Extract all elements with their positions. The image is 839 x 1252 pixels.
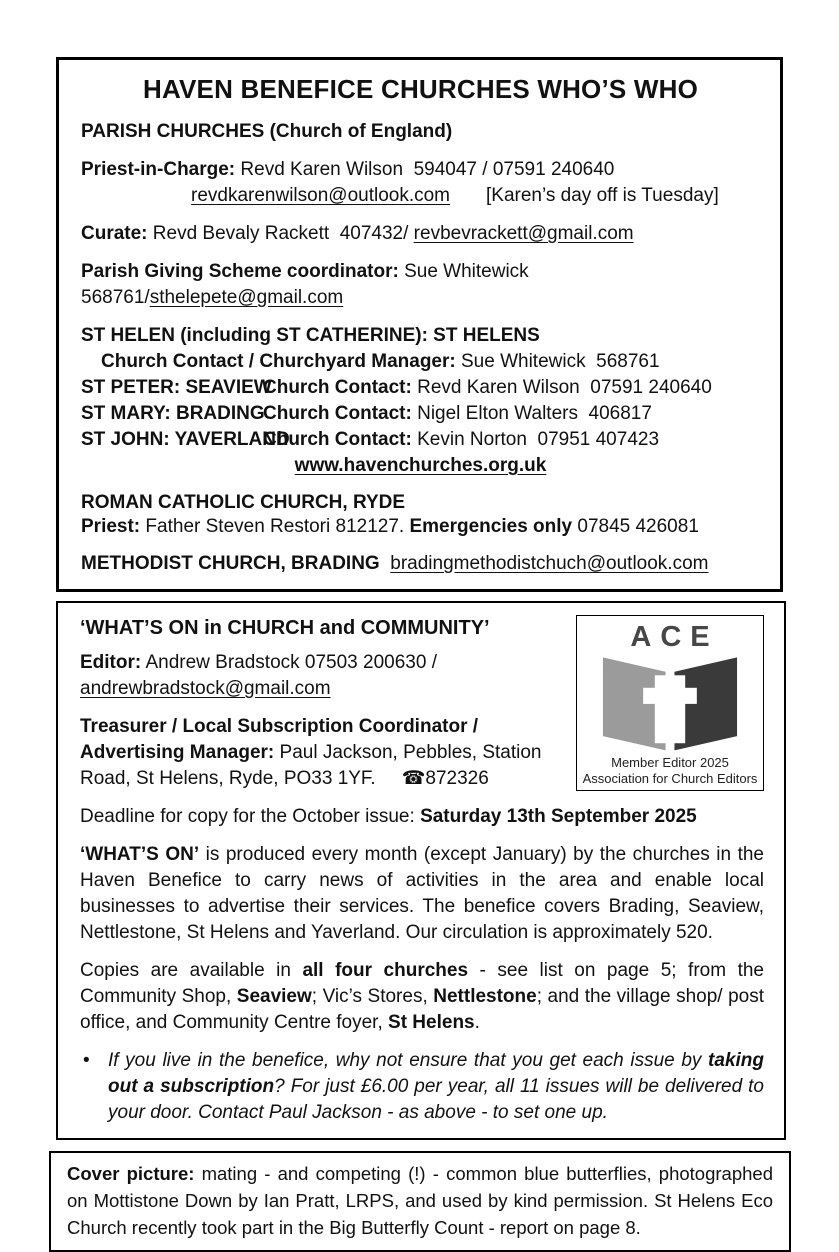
advertising-manager-label: Advertising Manager:	[80, 742, 275, 763]
whos-who-box	[56, 57, 783, 592]
priest-in-charge-value: Revd Karen Wilson 594047 / 07591 240640	[235, 159, 615, 180]
church-contact-row	[81, 375, 760, 401]
methodist-heading: METHODIST CHURCH, BRADING	[81, 553, 380, 574]
church-contact-label: Church Contact:	[263, 429, 412, 450]
methodist-email-link[interactable]: bradingmethodistchuch@outlook.com	[390, 553, 709, 574]
st-helen-heading: ST HELEN (including ST CATHERINE): ST HELENS	[81, 325, 540, 346]
subscription-text: If you live in the benefice, why not ensure that you get each issue by taking out a subscription? For just £6.00 per year, all 11 issues will be delivered to your door. Contact Paul Jackson - as above - to set one up.	[108, 1050, 764, 1123]
curate-line	[81, 221, 760, 247]
church-contact-label: Church Contact:	[263, 377, 412, 398]
curate-value: Revd Bevaly Rackett 407432/	[147, 223, 414, 244]
priest-in-charge-email-line	[81, 183, 760, 209]
church-contact-label: Church Contact:	[263, 403, 412, 424]
advertising-manager-value: Paul Jackson, Pebbles, Station Road, St Helens, Ryde, PO33 1YF.	[80, 742, 542, 789]
deadline-date: Saturday 13th September 2025	[420, 806, 697, 827]
whats-on-heading: ‘WHAT’S ON in CHURCH and COMMUNITY’	[80, 617, 490, 639]
curate-label: Curate:	[81, 223, 148, 244]
roman-catholic-priest-line	[81, 515, 760, 539]
rc-priest-value: Father Steven Restori 812127.	[140, 516, 410, 537]
cross-horizontal	[643, 688, 697, 704]
church-name: ST JOHN: YAVERLAND	[81, 429, 290, 450]
rc-priest-label: Priest:	[81, 516, 141, 537]
page-title: HAVEN BENEFICE CHURCHES WHO’S WHO	[142, 74, 699, 104]
website-link[interactable]: www.havenchurches.org.uk	[294, 455, 547, 476]
ace-acronym: ACE	[630, 621, 719, 653]
rc-emergencies-label: Emergencies only	[409, 516, 573, 537]
church-contact-row	[81, 427, 760, 453]
editor-email-link[interactable]: andrewbradstock@gmail.com	[80, 678, 331, 699]
whats-on-box	[56, 601, 786, 1140]
cover-picture-line	[67, 1160, 773, 1241]
deadline-line	[80, 804, 764, 830]
methodist-line	[81, 551, 760, 577]
priest-in-charge-label: Priest-in-Charge:	[81, 159, 236, 180]
parish-giving-line	[81, 259, 760, 311]
cover-picture-box	[49, 1151, 791, 1252]
cross-vertical	[655, 675, 685, 743]
deadline-label: Deadline for copy for the October issue:	[80, 806, 421, 827]
cover-picture-text: mating - and competing (!) - common blue butterflies, photographed on Mottistone Down by Ian Pratt, LRPS, and used by kind permission. St Helens Eco Church recently took part in the Big Butterfly Count - report on page 8.	[67, 1163, 773, 1238]
parish-giving-email-link[interactable]: sthelepete@gmail.com	[149, 287, 344, 308]
website-line	[81, 453, 760, 479]
st-helen-contact-value: Sue Whitewick 568761	[455, 351, 660, 372]
open-book-cross-icon	[594, 655, 746, 751]
curate-email-link[interactable]: revbevrackett@gmail.com	[413, 223, 634, 244]
church-contact-value: Revd Karen Wilson 07591 240640	[411, 377, 712, 398]
phone-number: 872326	[425, 768, 489, 789]
st-helen-contact-label: Church Contact / Churchyard Manager:	[101, 351, 456, 372]
church-name: ST MARY: BRADING	[81, 403, 265, 424]
methodist-gap	[380, 553, 391, 574]
parish-churches-heading: PARISH CHURCHES (Church of England)	[81, 121, 453, 142]
ace-member-line2: Association for Church Editors	[582, 770, 758, 786]
editor-label: Editor:	[80, 652, 142, 673]
bullet-marker: •	[83, 1050, 90, 1071]
ace-logo	[576, 615, 764, 791]
church-name: ST PETER: SEAVIEW	[81, 377, 272, 398]
ace-member-line1: Member Editor 2025	[611, 755, 729, 770]
editor-value: Andrew Bradstock 07503 200630 /	[141, 652, 437, 673]
cover-picture-label: Cover picture:	[67, 1163, 195, 1184]
treasurer-roles: Treasurer / Local Subscription Coordinator /	[80, 716, 479, 737]
roman-catholic-heading: ROMAN CATHOLIC CHURCH, RYDE	[81, 492, 406, 513]
parish-giving-value: Sue Whitewick 568761	[81, 261, 534, 308]
subscription-bullet	[80, 1048, 764, 1126]
church-contact-row	[81, 401, 760, 427]
priest-email-link[interactable]: revdkarenwilson@outlook.com	[191, 185, 451, 206]
st-helen-contact-line	[81, 349, 760, 375]
priest-in-charge-line	[81, 157, 760, 183]
parish-giving-label: Parish Giving Scheme coordinator:	[81, 261, 399, 282]
day-off-note: [Karen’s day off is Tuesday]	[486, 185, 719, 206]
about-paragraph: ‘WHAT’S ON’ is produced every month (except January) by the churches in the Haven Benefice to carry news of activities in the area and enable local businesses to advertise their services. The benefice covers Brading, Seaview, Nettlestone, St Helens and Yaverland. Our circulation is approximately 520.	[80, 844, 765, 943]
copies-paragraph: Copies are available in all four churches - see list on page 5; from the Community Shop, Seaview; Vic’s Stores, Nettlestone; and the village shop/ post office, and Community Centre foyer, St Helens.	[80, 960, 764, 1033]
telephone-icon: ☎	[401, 768, 426, 789]
church-contact-value: Nigel Elton Walters 406817	[411, 403, 652, 424]
church-contact-value: Kevin Norton 07951 407423	[411, 429, 660, 450]
parish-giving-separator: /	[144, 287, 150, 308]
rc-emergencies-value: 07845 426081	[572, 516, 699, 537]
